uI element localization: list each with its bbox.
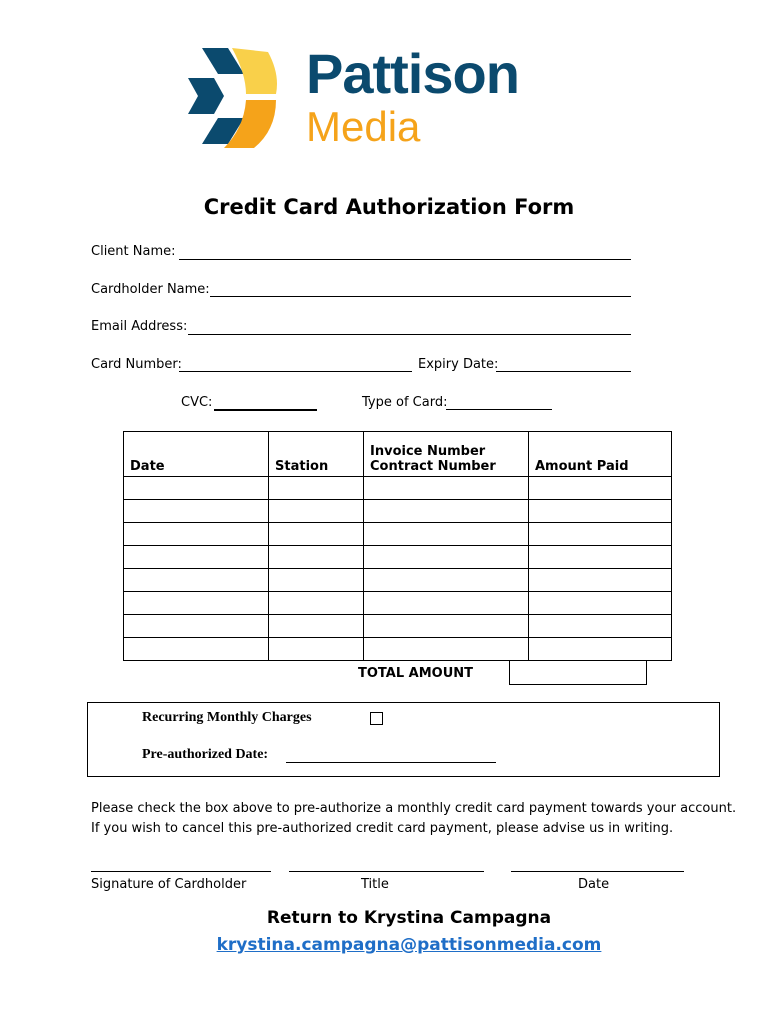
cardholder-name-field[interactable] — [210, 296, 631, 297]
cardholder-name-label: Cardholder Name: — [91, 282, 210, 297]
date-line[interactable] — [511, 871, 684, 872]
invoice-cell[interactable] — [364, 638, 529, 661]
client-name-field[interactable] — [179, 259, 631, 260]
invoice-cell[interactable] — [364, 546, 529, 569]
signature-label: Signature of Cardholder — [91, 877, 247, 892]
date-cell[interactable] — [124, 638, 269, 661]
instruction-note-1: Please check the box above to pre-authorize a monthly credit card payment towards your account. — [91, 801, 737, 816]
table-row — [124, 523, 672, 546]
date-cell[interactable] — [124, 569, 269, 592]
cvc-label: CVC: — [181, 395, 213, 410]
amount-cell[interactable] — [529, 615, 672, 638]
card-type-label: Type of Card: — [362, 395, 448, 410]
table-body — [124, 477, 672, 661]
date-label: Date — [578, 877, 610, 892]
form-title: Credit Card Authorization Form — [203, 195, 575, 219]
invoice-cell[interactable] — [364, 615, 529, 638]
title-label: Title — [361, 877, 389, 892]
brand-name-pattison: Pattison — [306, 42, 519, 105]
column-header-contract: Contract Number — [370, 459, 496, 474]
amount-cell[interactable] — [529, 477, 672, 500]
table-row — [124, 638, 672, 661]
preauthorized-date-label: Pre-authorized Date: — [142, 747, 269, 762]
table-row — [124, 569, 672, 592]
date-cell[interactable] — [124, 546, 269, 569]
column-header-invoice: Invoice Number — [370, 444, 486, 459]
recurring-charges-label: Recurring Monthly Charges — [142, 710, 312, 725]
table-row — [124, 615, 672, 638]
signature-line[interactable] — [91, 871, 271, 872]
station-cell[interactable] — [269, 592, 364, 615]
station-cell[interactable] — [269, 523, 364, 546]
table-row — [124, 546, 672, 569]
return-email-link[interactable]: krystina.campagna@pattisonmedia.com — [216, 935, 602, 955]
amount-cell[interactable] — [529, 546, 672, 569]
pattison-logo-icon — [184, 44, 284, 152]
station-cell[interactable] — [269, 546, 364, 569]
card-number-field[interactable] — [179, 371, 412, 372]
invoice-cell[interactable] — [364, 523, 529, 546]
expiry-date-label: Expiry Date: — [418, 357, 499, 372]
date-cell[interactable] — [124, 477, 269, 500]
date-cell[interactable] — [124, 500, 269, 523]
table-row — [124, 592, 672, 615]
station-cell[interactable] — [269, 569, 364, 592]
email-address-field[interactable] — [188, 334, 631, 335]
date-cell[interactable] — [124, 592, 269, 615]
recurring-charges-checkbox[interactable] — [370, 712, 383, 725]
station-cell[interactable] — [269, 500, 364, 523]
table-row — [124, 500, 672, 523]
column-header-station: Station — [269, 432, 364, 477]
preauthorized-date-field[interactable] — [286, 762, 496, 763]
column-header-invoice-contract — [364, 432, 529, 477]
client-name-label: Client Name: — [91, 244, 176, 259]
station-cell[interactable] — [269, 638, 364, 661]
invoice-cell[interactable] — [364, 592, 529, 615]
station-cell[interactable] — [269, 615, 364, 638]
total-amount-field[interactable] — [509, 660, 647, 685]
invoice-cell[interactable] — [364, 500, 529, 523]
column-header-amount-paid: Amount Paid — [529, 432, 672, 477]
email-address-label: Email Address: — [91, 319, 188, 334]
total-amount-label: TOTAL AMOUNT — [358, 666, 474, 681]
invoice-cell[interactable] — [364, 477, 529, 500]
card-type-field[interactable] — [446, 409, 552, 410]
amount-cell[interactable] — [529, 523, 672, 546]
table-header-row — [124, 432, 672, 477]
return-to-label: Return to Krystina Campagna — [266, 908, 552, 928]
amount-cell[interactable] — [529, 638, 672, 661]
amount-cell[interactable] — [529, 500, 672, 523]
brand-name-media: Media — [306, 103, 421, 150]
date-cell[interactable] — [124, 523, 269, 546]
payments-table — [123, 431, 672, 661]
date-cell[interactable] — [124, 615, 269, 638]
amount-cell[interactable] — [529, 569, 672, 592]
expiry-date-field[interactable] — [496, 371, 631, 372]
invoice-cell[interactable] — [364, 569, 529, 592]
card-number-label: Card Number: — [91, 357, 182, 372]
instruction-note-2: If you wish to cancel this pre-authorized credit card payment, please advise us in writing. — [91, 821, 674, 836]
column-header-date: Date — [124, 432, 269, 477]
station-cell[interactable] — [269, 477, 364, 500]
table-row — [124, 477, 672, 500]
title-line[interactable] — [289, 871, 484, 872]
cvc-field[interactable] — [214, 409, 317, 411]
amount-cell[interactable] — [529, 592, 672, 615]
